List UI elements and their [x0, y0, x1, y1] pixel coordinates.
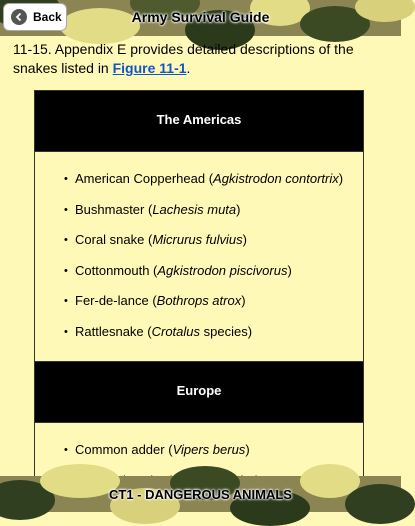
intro-paragraph: [13, 40, 393, 78]
intro-end: .: [186, 60, 191, 76]
list-item: • Bushmaster (Lachesis muta): [75, 195, 363, 226]
region-header-americas: The Americas: [35, 91, 363, 152]
content-area[interactable]: [0, 36, 401, 476]
chapter-title: CT1 - DANGEROUS ANIMALS: [109, 487, 292, 502]
list-item: • American Copperhead (Agkistrodon contortrix): [75, 164, 363, 195]
bottom-bar: [0, 476, 401, 512]
region-header-europe: Europe: [35, 362, 363, 423]
snake-table: [34, 90, 364, 508]
chevron-left-icon: [11, 9, 27, 25]
intro-text: 11-15. Appendix E provides detailed descriptions of the snakes listed in: [13, 41, 354, 76]
top-bar: [0, 0, 401, 36]
list-item: • Common adder (Vipers berus): [75, 435, 363, 466]
back-button[interactable]: [3, 3, 67, 31]
figure-link[interactable]: Figure 11-1: [112, 60, 187, 76]
back-label: Back: [33, 10, 62, 24]
list-item: • Rattlesnake (Crotalus species): [75, 317, 363, 348]
list-item: • Fer-de-lance (Bothrops atrox): [75, 286, 363, 317]
list-item: • Cottonmouth (Agkistrodon piscivorus): [75, 256, 363, 287]
app-title: Army Survival Guide: [131, 9, 270, 25]
region-body-americas: [35, 152, 363, 362]
list-item: • Coral snake (Micrurus fulvius): [75, 225, 363, 256]
